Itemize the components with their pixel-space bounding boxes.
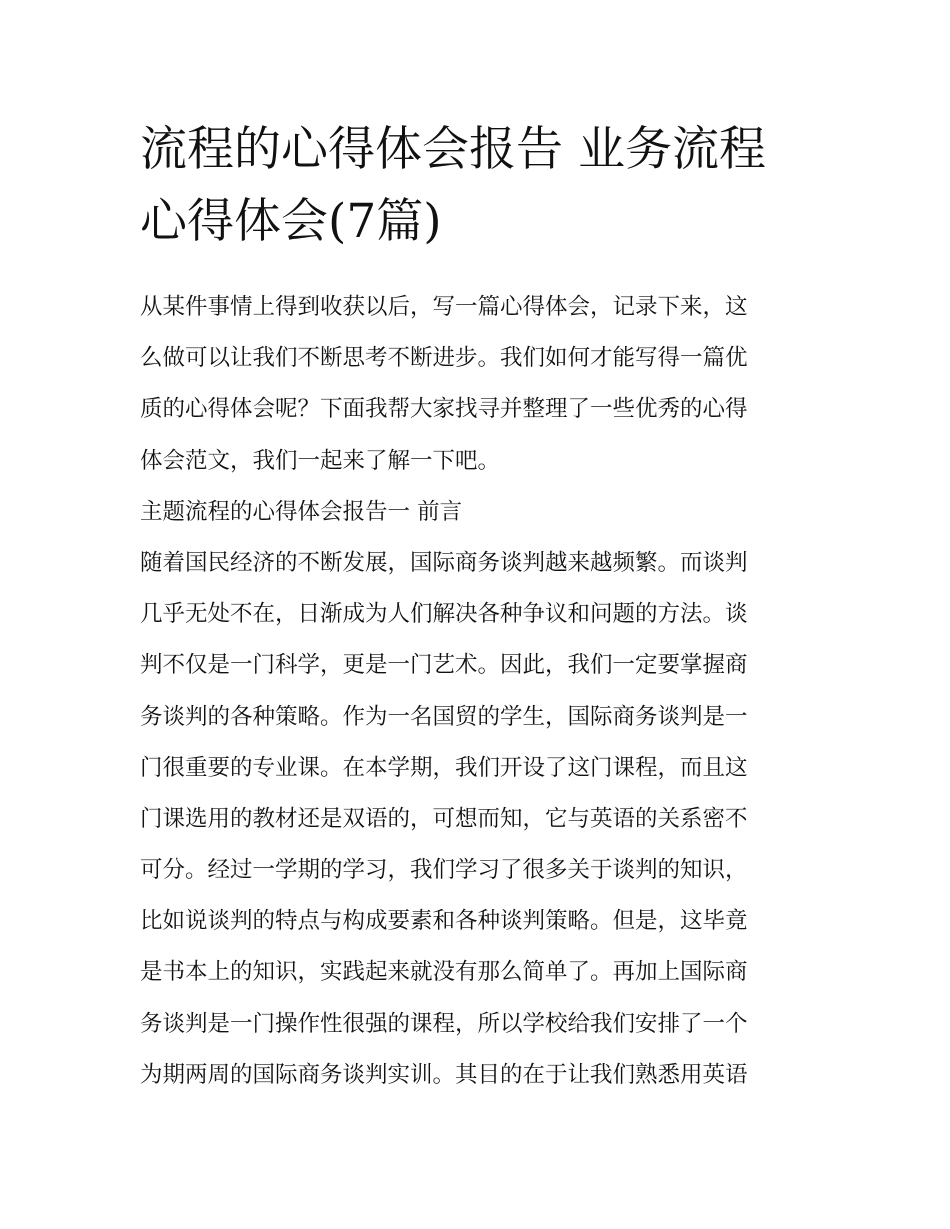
paragraph-line: 门课选用的教材还是双语的，可想而知，它与英语的关系密不 xyxy=(140,805,748,832)
paragraph-line: 务谈判的各种策略。作为一名国贸的学生，国际商务谈判是一 xyxy=(140,703,748,730)
intro-line: 质的心得体会呢？下面我帮大家找寻并整理了一些优秀的心得 xyxy=(140,396,748,423)
intro-line: 体会范文，我们一起来了解一下吧。 xyxy=(140,447,501,474)
section-heading: 主题流程的心得体会报告一 前言 xyxy=(140,498,463,525)
paragraph-line: 可分。经过一学期的学习，我们学习了很多关于谈判的知识， xyxy=(140,857,748,884)
document-title xyxy=(140,114,820,258)
paragraph-line: 为期两周的国际商务谈判实训。其目的在于让我们熟悉用英语 xyxy=(140,1061,748,1088)
paragraph-line: 判不仅是一门科学，更是一门艺术。因此，我们一定要掌握商 xyxy=(140,652,748,679)
paragraph-line: 务谈判是一门操作性很强的课程，所以学校给我们安排了一个 xyxy=(140,1010,748,1037)
title-line-1: 流程的心得体会报告 业务流程 xyxy=(140,122,766,177)
paragraph-line: 几乎无处不在，日渐成为人们解决各种争议和问题的方法。谈 xyxy=(140,601,748,628)
paragraph-line: 随着国民经济的不断发展，国际商务谈判越来越频繁。而谈判 xyxy=(140,549,748,576)
paragraph-line: 门很重要的专业课。在本学期，我们开设了这门课程，而且这 xyxy=(140,754,748,781)
intro-line: 么做可以让我们不断思考不断进步。我们如何才能写得一篇优 xyxy=(140,345,748,372)
paragraph-line: 是书本上的知识，实践起来就没有那么简单了。再加上国际商 xyxy=(140,959,748,986)
intro-line: 从某件事情上得到收获以后，写一篇心得体会，记录下来，这 xyxy=(140,294,748,320)
document-body xyxy=(140,282,820,1101)
paragraph-line: 比如说谈判的特点与构成要素和各种谈判策略。但是，这毕竟 xyxy=(140,908,748,935)
title-line-2: 心得体会(7篇) xyxy=(140,194,442,249)
